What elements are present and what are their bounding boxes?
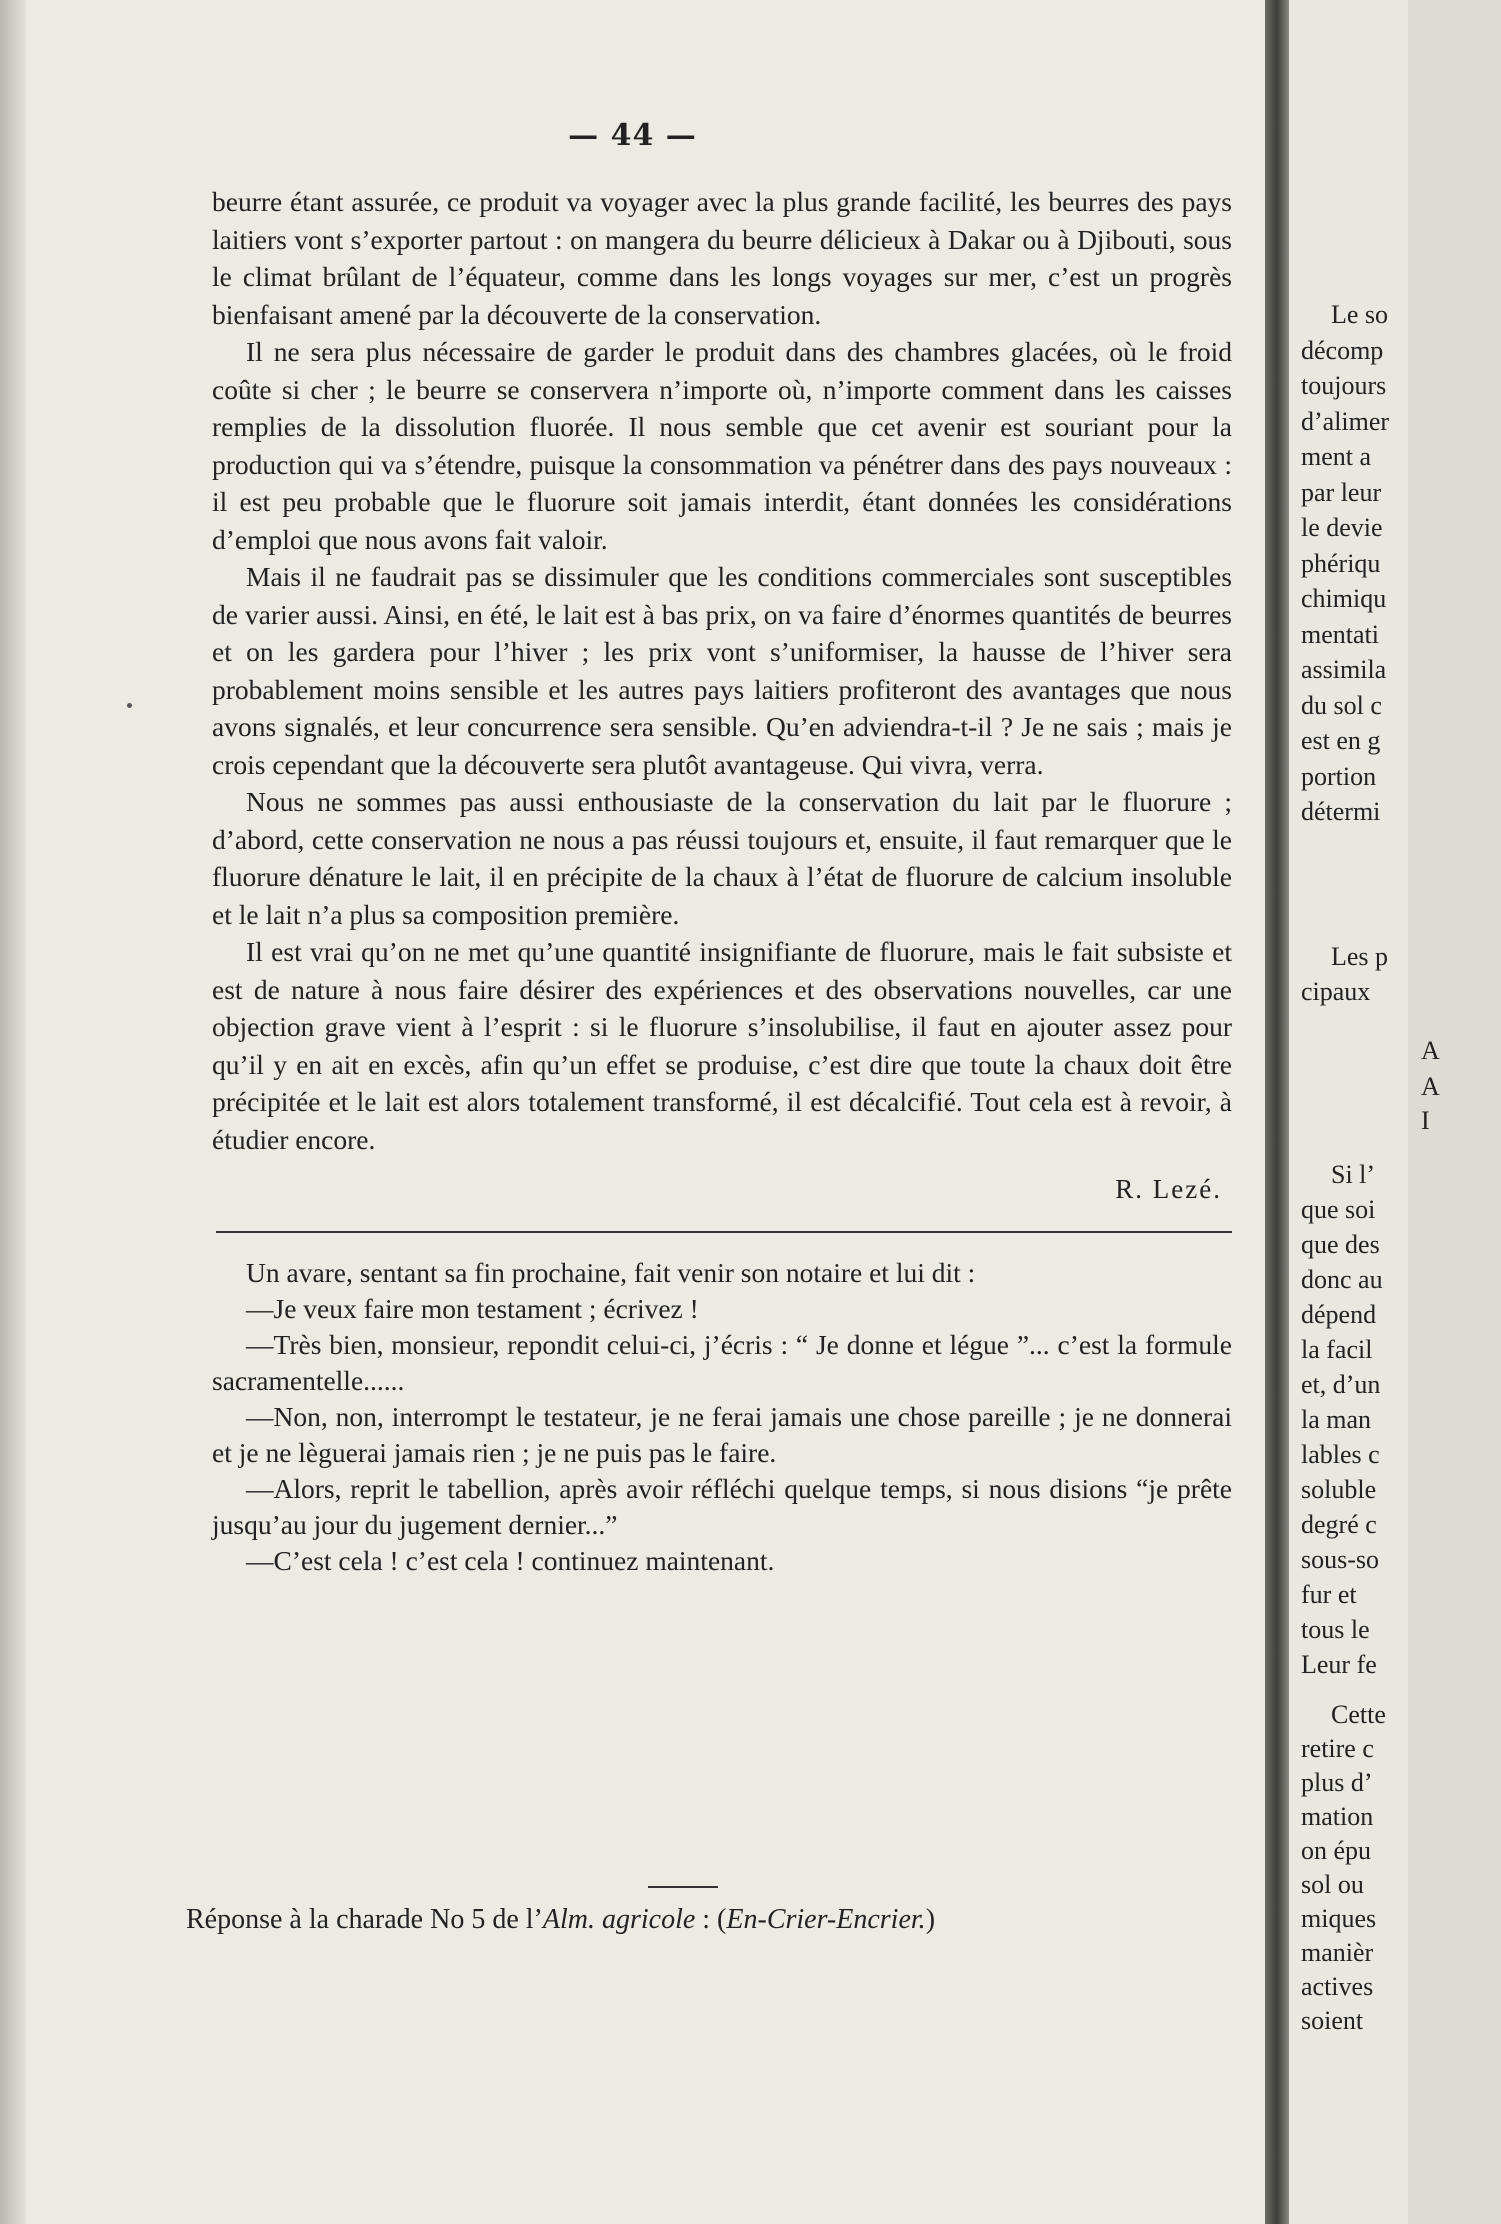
answer-solution: En-Crier-Encrier. (726, 1904, 926, 1935)
answer-source: Alm. agricole (542, 1904, 696, 1935)
right-page-line: ment a (1301, 442, 1372, 471)
right-page-line: actives (1301, 1972, 1374, 2001)
anecdote-paragraph: —Je veux faire mon testament ; écrivez ! (246, 1293, 699, 1324)
right-page-line: la facil (1301, 1335, 1373, 1364)
right-page-line: toujours (1301, 371, 1387, 400)
page-edge-shadow (0, 0, 26, 2224)
answer-suffix: ) (925, 1904, 936, 1935)
right-page-line: la man (1301, 1405, 1372, 1434)
right-page-line: A (1421, 1072, 1440, 1101)
page-number: — 44 — (568, 118, 697, 153)
charade-answer (186, 1904, 1236, 1936)
right-page-line: mation (1301, 1802, 1374, 1831)
right-page-line: du sol c (1301, 690, 1382, 720)
article-paragraph: Mais il ne faudrait pas se dissimuler que les conditions commerciales sont susceptibles de varier aussi. Ainsi, en été, le lait est à bas prix, on va faire d’énormes quantités de beurres et on les gardera pour l’hiver ; les prix vont s’uniformiser, la hausse de l’hiver sera probablement moins sensible et les autres pays laitiers profiteront des avantages que nous avons signalés, et leur concurrence sera sensible. Qu’en adviendra-t-il ? Je ne sais ; mais je crois cependant que la découverte sera plutôt avantageuse. Qui vivra, verra. (212, 561, 1232, 780)
right-page-line: soient (1301, 2006, 1364, 2035)
right-page-line: et, d’un (1301, 1370, 1381, 1399)
right-page-line: chimiqu (1301, 584, 1387, 613)
answer-prefix: Réponse à la charade No 5 de l’ (186, 1904, 543, 1935)
anecdote-paragraph: —Non, non, interrompt le testateur, je ne ferai jamais une chose pareille ; je ne donnerai et je ne lèguerai jamais rien ; je ne puis pas le faire. (212, 1401, 1232, 1468)
right-page-line: lables c (1301, 1440, 1380, 1469)
right-page-line: le devie (1301, 513, 1383, 542)
book-gutter (1265, 0, 1289, 2224)
right-page-line: Le so (1331, 300, 1389, 329)
anecdote-paragraph: —Très bien, monsieur, repondit celui-ci, j’écris : “ Je donne et légue ”... c’est la formule sacramentelle...... (212, 1329, 1232, 1396)
right-page-line: degré c (1301, 1510, 1377, 1539)
right-page-line: I (1421, 1106, 1430, 1135)
author-signature: R. Lezé. (1115, 1174, 1222, 1204)
article-paragraph: Il ne sera plus nécessaire de garder le produit dans des chambres glacées, où le froid coûte si cher ; le beurre se conservera n’importe où, n’importe comment dans les caisses remplies de la dissolution fluorée. Il nous semble que cet avenir est souriant pour la production qui va s’étendre, puisque la consommation va pénétrer dans des pays nouveaux : il est peu probable que le fluorure soit jamais interdit, étant données les considérations d’emploi que nous avons fait valoir. (212, 336, 1232, 555)
right-page-line: retire c (1301, 1734, 1374, 1763)
right-page-line: A (1421, 1036, 1440, 1065)
right-page-line: est en g (1301, 726, 1381, 755)
right-page-line: manièr (1301, 1938, 1374, 1967)
right-page-line: sous-so (1301, 1545, 1380, 1574)
right-page-line: Les p (1331, 942, 1389, 971)
right-page-line: mentati (1301, 619, 1379, 649)
anecdote-block (212, 1255, 1232, 1579)
right-page-line: soluble (1301, 1475, 1377, 1504)
anecdote-paragraph: —C’est cela ! c’est cela ! continuez maintenant. (246, 1545, 775, 1576)
right-page-line: Leur fe (1301, 1650, 1377, 1679)
article-paragraph: Nous ne sommes pas aussi enthousiaste de la conservation du lait par le fluorure ; d’abord, cette conservation ne nous a pas réussi toujours et, ensuite, il faut remarquer que le fluorure dénature le lait, il en précipite de la chaux à l’état de fluorure de calcium insoluble et le lait n’a plus sa composition première. (212, 786, 1232, 930)
right-page-line: décomp (1301, 335, 1384, 365)
article-paragraph: Il est vrai qu’on ne met qu’une quantité insignifiante de fluorure, mais le fait subsiste et est de nature à nous faire désirer des expériences et des observations nouvelles, car une objection grave vient à l’esprit : si le fluorure s’insolubilise, il faut en ajouter assez pour qu’il y en ait en excès, afin qu’un effet se produise, c’est dire que toute la chaux doit être précipitée et le lait est alors totalement transformé, il est décalcifié. Tout cela est à revoir, à étudier encore. (212, 936, 1232, 1155)
right-page-line: tous le (1301, 1615, 1370, 1644)
right-page-line: dépend (1301, 1300, 1377, 1329)
right-page-line: sol ou (1301, 1870, 1364, 1899)
right-page-line: miques (1301, 1904, 1377, 1933)
answer-separator: : ( (695, 1904, 727, 1935)
right-page-line: par leur (1301, 477, 1382, 507)
right-page-line: Si l’ (1331, 1160, 1376, 1189)
right-page-line: cipaux (1301, 977, 1371, 1006)
anecdote-paragraph: —Alors, reprit le tabellion, après avoir réfléchi quelque temps, si nous disions “je prête jusqu’au jour du jugement dernier...” (212, 1473, 1232, 1540)
right-page-line: Cette (1331, 1700, 1386, 1729)
right-page-fragment (1289, 0, 1440, 2224)
right-page-line: que des (1301, 1230, 1380, 1259)
right-page-line: plus d’ (1301, 1768, 1373, 1797)
article-paragraph: beurre étant assurée, ce produit va voyager avec la plus grande facilité, les beurres des pays laitiers vont s’exporter partout : on mangera du beurre délicieux à Dakar ou à Djibouti, sous le climat brûlant de l’équateur, comme dans les longs voyages sur mer, c’est un progrès bienfaisant amené par la découverte de la conservation. (212, 186, 1232, 330)
article-body (212, 183, 1232, 1579)
anecdote-paragraph: Un avare, sentant sa fin prochaine, fait venir son notaire et lui dit : (246, 1257, 976, 1288)
paper-speck (127, 703, 132, 708)
short-divider (648, 1886, 718, 1888)
section-divider (216, 1231, 1232, 1233)
right-page-line: assimila (1301, 655, 1387, 684)
right-page-line: d’alimer (1301, 406, 1390, 436)
right-page-line: on épu (1301, 1836, 1372, 1865)
right-page-line: que soi (1301, 1195, 1376, 1224)
right-page-line: fur et (1301, 1580, 1357, 1609)
right-page-line: portion (1301, 761, 1377, 791)
right-page-line: donc au (1301, 1265, 1383, 1294)
right-page-line: détermi (1301, 797, 1381, 826)
right-page-line: phériqu (1301, 548, 1381, 578)
